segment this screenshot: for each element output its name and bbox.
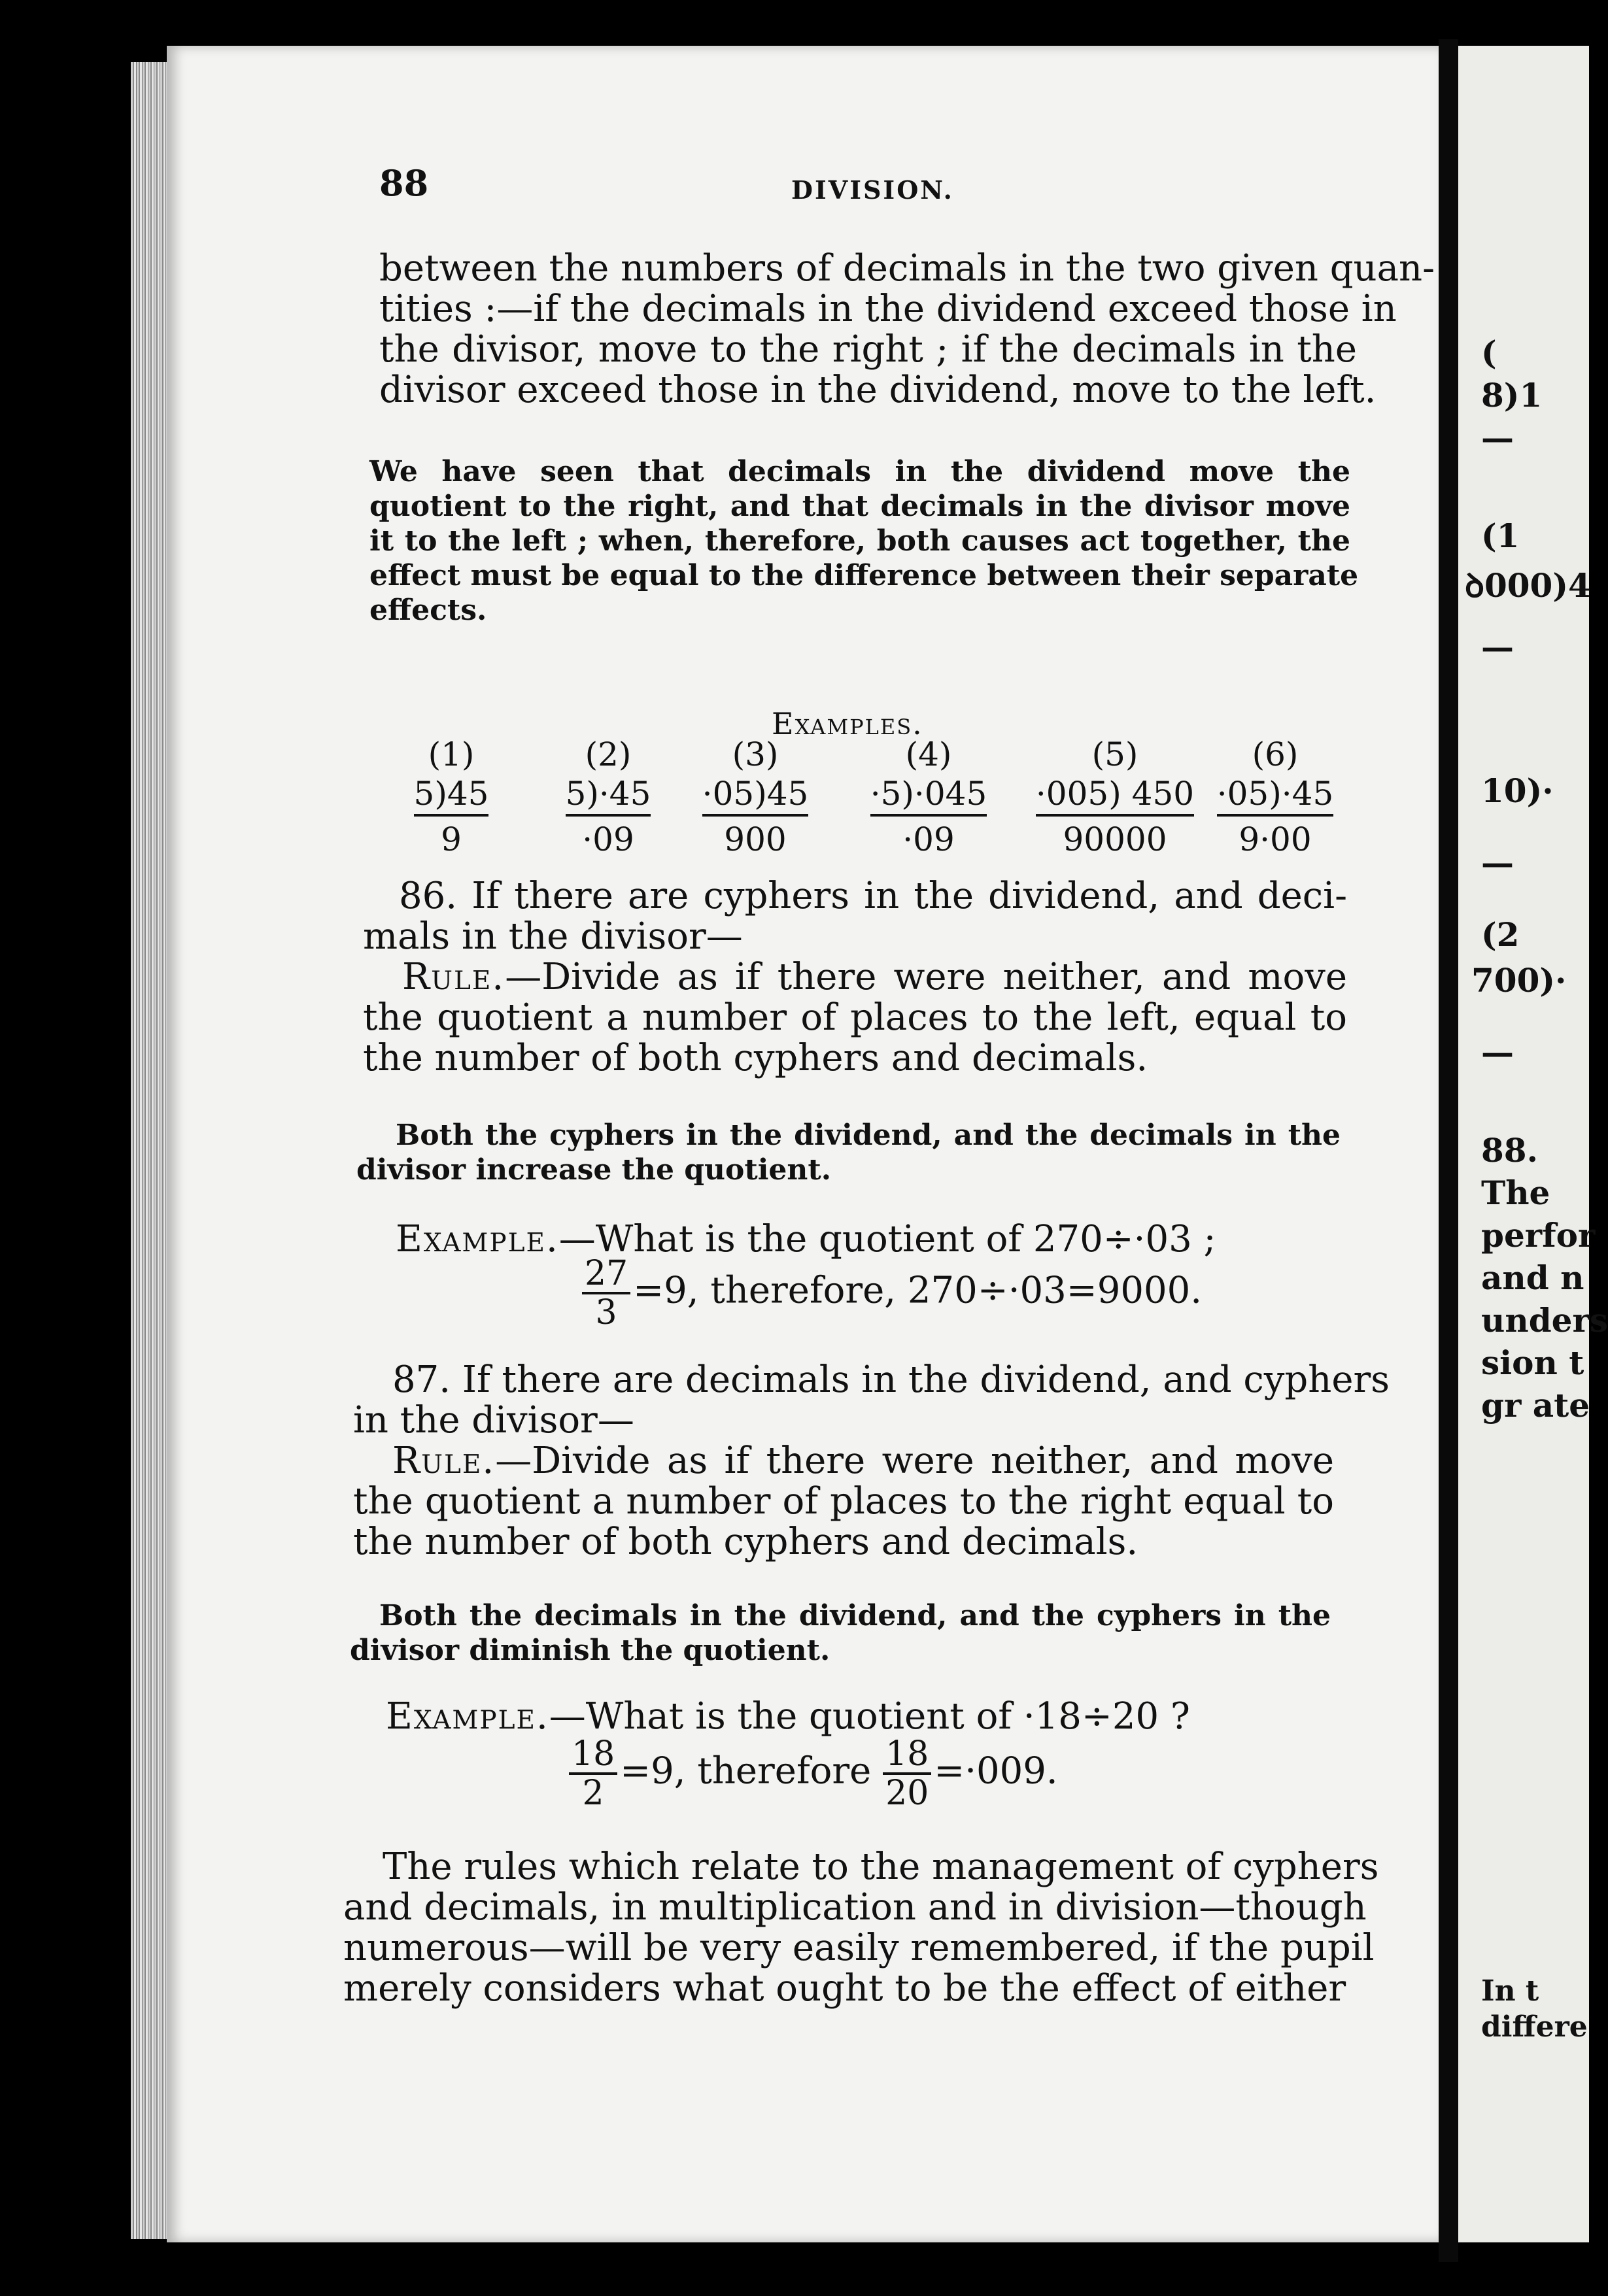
facing-fragment: In t xyxy=(1481,1974,1539,2008)
facing-fragment: differe xyxy=(1481,2010,1588,2044)
facing-fragment: (2 xyxy=(1481,915,1520,954)
facing-fragment: The xyxy=(1481,1173,1550,1212)
facing-fragment: — xyxy=(1481,1033,1514,1072)
example-6 xyxy=(1203,735,1347,858)
example-label: Example. xyxy=(396,1218,559,1260)
example-division: ·05)·45 xyxy=(1217,775,1334,817)
example-label: (5) xyxy=(1091,735,1138,773)
numerator: 18 xyxy=(569,1736,617,1775)
numerator: 27 xyxy=(582,1255,630,1294)
text-line: the number of both cyphers and decimals. xyxy=(363,1037,1148,1079)
facing-fragment: 8)1 xyxy=(1481,376,1543,414)
book-gutter xyxy=(1439,39,1458,2262)
facing-fragment: gr ate xyxy=(1481,1386,1590,1425)
rule-line xyxy=(353,1441,1334,1481)
rule-line xyxy=(363,957,1347,998)
example-label: (4) xyxy=(905,735,952,773)
example-quotient: ·09 xyxy=(902,820,955,858)
facing-fragment: 10)· xyxy=(1481,771,1554,810)
example-quotient: 9 xyxy=(441,820,462,858)
page-number: 88 xyxy=(379,162,429,204)
closing-paragraph xyxy=(343,1846,1379,2010)
intro-paragraph xyxy=(379,247,1435,411)
equation-text: =·009. xyxy=(934,1749,1058,1793)
rule-text: —Divide as if there were neither, and move xyxy=(495,1440,1334,1482)
facing-fragment: perfor xyxy=(1481,1216,1596,1255)
rule-label: Rule. xyxy=(402,956,505,998)
denominator: 2 xyxy=(582,1774,604,1813)
text-line: in the divisor— xyxy=(353,1399,634,1442)
examples-heading: Examples. xyxy=(772,706,923,741)
denominator: 20 xyxy=(885,1774,929,1813)
numerator: 18 xyxy=(883,1736,931,1775)
example-3 xyxy=(680,735,830,858)
example-4 xyxy=(844,735,1014,858)
facing-fragment: (1 xyxy=(1481,516,1520,555)
example-86 xyxy=(396,1219,1216,1260)
text-line: the number of both cyphers and decimals. xyxy=(353,1521,1138,1563)
facing-fragment: — xyxy=(1481,628,1514,666)
example-question: —What is the quotient of 270÷·03 ; xyxy=(558,1218,1216,1260)
note-paragraph xyxy=(369,454,1359,628)
text-line: The rules which relate to the management of cyphers xyxy=(383,1846,1379,1888)
example-quotient: ·09 xyxy=(582,820,634,858)
facing-page-fragment xyxy=(1458,46,1608,2242)
example-label: (3) xyxy=(732,735,779,773)
example-question: —What is the quotient of ·18÷20 ? xyxy=(549,1695,1190,1738)
example-label: Example. xyxy=(386,1695,549,1738)
equation-87 xyxy=(569,1736,1058,1812)
example-quotient: 9·00 xyxy=(1239,820,1312,858)
text-line: Both the decimals in the dividend, and the cyphers in the xyxy=(379,1599,1331,1632)
facing-fragment: and n xyxy=(1481,1258,1584,1297)
text-line: the quotient a number of places to the left, equal to xyxy=(363,996,1347,1039)
page-stack-edge xyxy=(131,62,170,2239)
text-line: Both the cyphers in the dividend, and the decimals in the xyxy=(396,1119,1341,1152)
facing-fragment: unders xyxy=(1481,1301,1608,1340)
facing-fragment: ( xyxy=(1481,333,1497,372)
equation-text: =9, therefore xyxy=(620,1749,872,1793)
example-label: (1) xyxy=(428,735,475,773)
rule-text: —Divide as if there were neither, and move xyxy=(505,956,1347,998)
equation-86 xyxy=(582,1255,1202,1331)
example-quotient: 90000 xyxy=(1063,820,1167,858)
text-line: mals in the divisor— xyxy=(363,915,743,958)
example-1 xyxy=(376,735,526,858)
fraction xyxy=(569,1736,617,1812)
fraction xyxy=(883,1736,931,1812)
section-87 xyxy=(353,1359,1390,1563)
text-line: the quotient a number of places to the right equal to xyxy=(353,1480,1334,1523)
text-line: quotient to the right, and that decimals in the divisor move xyxy=(369,490,1350,523)
denominator: 3 xyxy=(595,1293,617,1332)
text-line: 86. If there are cyphers in the dividend, and deci- xyxy=(399,875,1347,917)
facing-fragment: — xyxy=(1481,843,1514,882)
facing-fragment: — xyxy=(1481,418,1514,457)
example-division: 5)45 xyxy=(414,775,489,817)
text-line: effect must be equal to the difference between their separate xyxy=(369,559,1359,592)
fraction xyxy=(582,1255,630,1331)
text-line: We have seen that decimals in the dividend move the xyxy=(369,455,1350,488)
example-label: (2) xyxy=(585,735,632,773)
equation-text: =9, therefore, 270÷·03=9000. xyxy=(633,1269,1203,1312)
facing-fragment: 88. xyxy=(1481,1131,1538,1170)
text-line: merely considers what ought to be the effect of either xyxy=(343,1967,1346,2010)
note-87 xyxy=(350,1598,1331,1668)
section-86 xyxy=(363,876,1347,1079)
text-line: it to the left ; when, therefore, both causes act together, the xyxy=(369,524,1350,558)
example-87 xyxy=(386,1697,1190,1737)
text-line: divisor exceed those in the dividend, move to the left. xyxy=(379,369,1377,411)
note-86 xyxy=(356,1118,1341,1187)
example-division: 5)·45 xyxy=(566,775,651,817)
text-line: the divisor, move to the right ; if the decimals in the xyxy=(379,328,1357,371)
text-line: between the numbers of decimals in the two given quan- xyxy=(379,247,1435,290)
example-2 xyxy=(533,735,683,858)
example-division: ·5)·045 xyxy=(870,775,987,817)
example-division: ·05)45 xyxy=(702,775,809,817)
text-line: numerous—will be very easily remembered, if the pupil xyxy=(343,1927,1375,1969)
example-5 xyxy=(1033,735,1197,858)
text-line: divisor increase the quotient. xyxy=(356,1153,832,1187)
example-label: (6) xyxy=(1252,735,1299,773)
text-line: divisor diminish the quotient. xyxy=(350,1634,830,1667)
running-title: DIVISION. xyxy=(791,175,954,205)
facing-fragment: sion t xyxy=(1481,1343,1584,1382)
facing-fragment: ꝺ000)4 xyxy=(1465,566,1591,605)
example-quotient: 900 xyxy=(724,820,787,858)
facing-fragment: 700)· xyxy=(1471,961,1567,1000)
text-line: 87. If there are decimals in the dividend, and cyphers xyxy=(392,1359,1390,1401)
example-division: ·005) 450 xyxy=(1036,775,1194,817)
text-line: effects. xyxy=(369,594,487,627)
rule-label: Rule. xyxy=(392,1440,496,1482)
text-line: and decimals, in multiplication and in division—though xyxy=(343,1886,1367,1929)
text-line: tities :—if the decimals in the dividend exceed those in xyxy=(379,288,1397,330)
